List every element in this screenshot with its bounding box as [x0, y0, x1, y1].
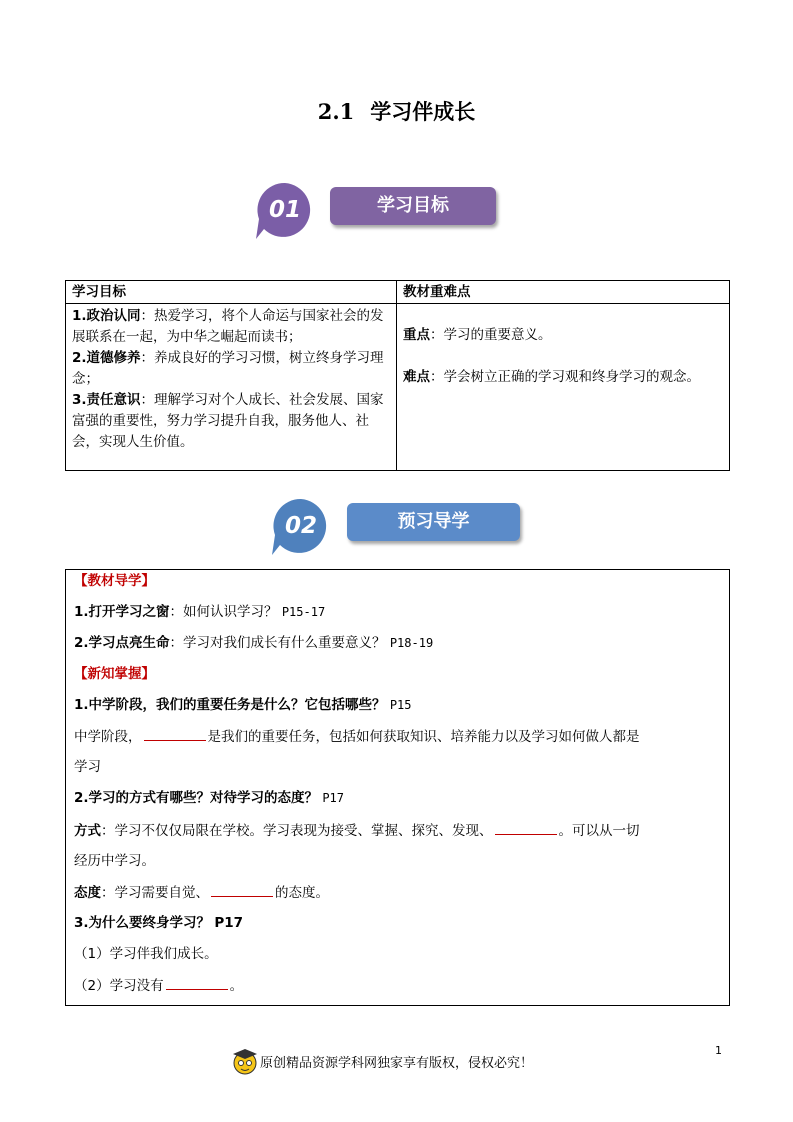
section1-number: 01 [268, 197, 301, 223]
goals-cell [66, 304, 397, 471]
goals-col-header: 学习目标 [66, 281, 397, 304]
reason-2: （2）学习没有 。 [74, 975, 721, 996]
answer-2-way-cont: 经历中学习。 [74, 853, 155, 869]
answer-2-way: 方式：学习不仅仅局限在学校。学习表现为接受、掌握、探究、发现、 。可以从一切 [74, 820, 721, 841]
tag-textbook-guide: 【教材导学】 [74, 573, 155, 589]
preview-box [65, 569, 730, 1006]
section2-badge [272, 497, 330, 555]
section1-label: 学习目标 [330, 187, 496, 225]
question-3: 3.为什么要终身学习？ P17 [74, 915, 244, 931]
goal-2: 2.道德修养：养成良好的学习习惯，树立终身学习理念； [72, 350, 384, 387]
reason-1: （1）学习伴我们成长。 [74, 946, 218, 962]
footer [230, 1046, 534, 1080]
section2-label: 预习导学 [347, 503, 520, 541]
section1-badge [256, 181, 314, 239]
copyright-text: 原创精品资源学科网独家享有版权，侵权必究！ [260, 1056, 534, 1071]
goal-3: 3.责任意识：理解学习对个人成长、社会发展、国家富强的重要性，努力学习提升自我，服务他人、社会，实现人生价值。 [72, 392, 384, 450]
key-points-cell [397, 304, 730, 471]
fill-blank [495, 820, 557, 835]
guide-item-1: 1.打开学习之窗：如何认识学习？ P15-17 [74, 604, 326, 620]
answer-1: 中学阶段， 是我们的重要任务，包括如何获取知识、培养能力以及学习如何做人都是 [74, 726, 721, 747]
answer-2-attitude: 态度：学习需要自觉、 的态度。 [74, 882, 721, 903]
page-title [0, 96, 793, 126]
section2-header [272, 497, 527, 557]
section2-number: 02 [284, 513, 317, 539]
question-1: 1.中学阶段，我们的重要任务是什么？它包括哪些？ P15 [74, 697, 412, 713]
tag-new-knowledge: 【新知掌握】 [74, 666, 155, 682]
difficult-point: 难点：学会树立正确的学习观和终身学习的观念。 [403, 369, 700, 385]
goals-table [65, 280, 730, 471]
section1-header [256, 181, 501, 241]
title-number: 2.1 [317, 99, 355, 124]
answer-1-cont: 学习 [74, 759, 101, 775]
key-point: 重点：学习的重要意义。 [403, 327, 552, 343]
key-points-col-header: 教材重难点 [397, 281, 730, 304]
mascot-logo-icon [230, 1046, 260, 1076]
title-text: 学习伴成长 [370, 99, 476, 124]
question-2: 2.学习的方式有哪些？对待学习的态度？ P17 [74, 790, 345, 806]
fill-blank [166, 975, 228, 990]
fill-blank [144, 726, 206, 741]
fill-blank [211, 882, 273, 897]
goal-1: 1.政治认同：热爱学习，将个人命运与国家社会的发展联系在一起，为中华之崛起而读书； [72, 308, 384, 345]
guide-item-2: 2.学习点亮生命：学习对我们成长有什么重要意义？ P18-19 [74, 635, 434, 651]
page-number: 1 [715, 1044, 722, 1057]
